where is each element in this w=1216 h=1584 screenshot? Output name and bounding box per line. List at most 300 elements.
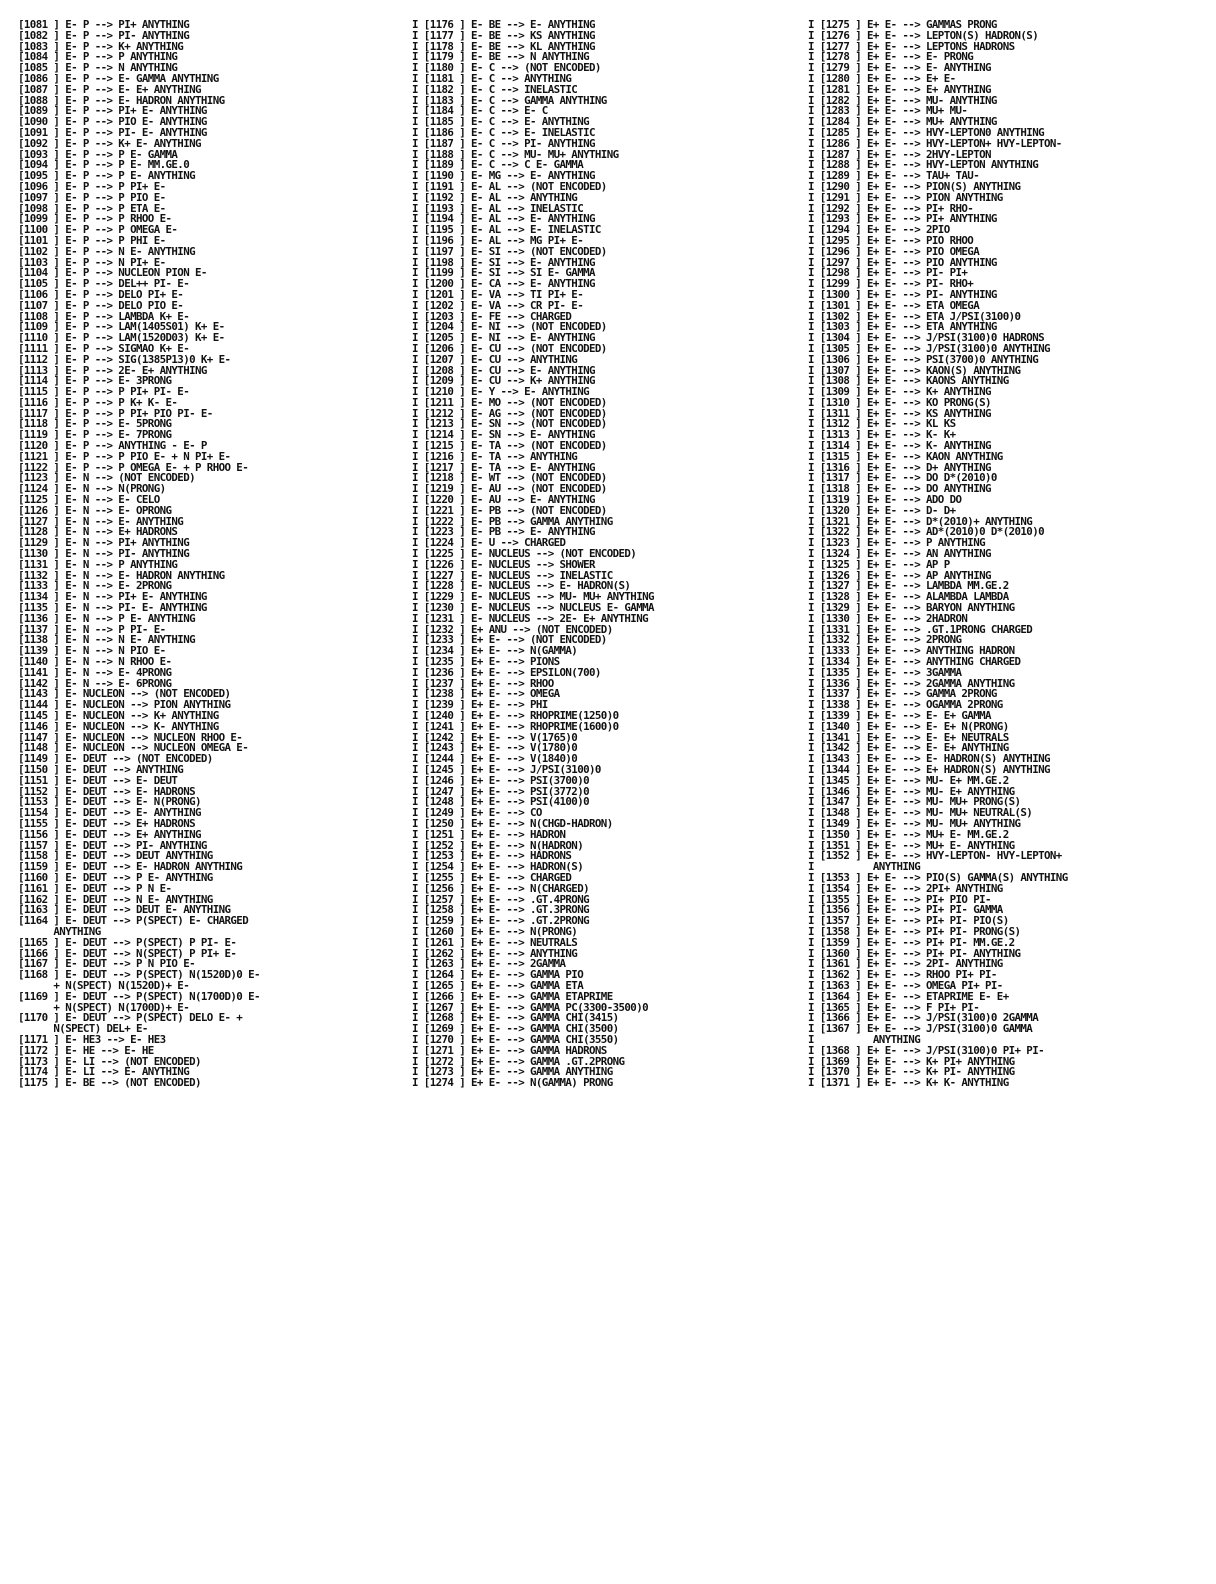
reaction-text: I [1316 ] E+ E- --> D+ ANYTHING	[808, 460, 991, 474]
reaction-text: [1105 ] E- P --> DEL++ PI- E-	[18, 277, 190, 291]
reaction-text: I [1222 ] E- PB --> GAMMA ANYTHING	[412, 514, 613, 528]
reaction-text: I [1225 ] E- NUCLEUS --> (NOT ENCODED)	[412, 547, 637, 561]
reaction-text: [1115 ] E- P --> P PI+ PI- E-	[18, 385, 190, 399]
reaction-text: [1088 ] E- P --> E- HADRON ANYTHING	[18, 93, 225, 107]
reaction-text: [1147 ] E- NUCLEON --> NUCLEON RHOO E-	[18, 730, 243, 744]
reaction-text: I [1365 ] E+ E- --> F PI+ PI-	[808, 1000, 980, 1014]
reaction-text: [1089 ] E- P --> PI+ E- ANYTHING	[18, 104, 207, 118]
reaction-text: [1128 ] E- N --> E+ HADRONS	[18, 525, 178, 539]
reaction-text: [1082 ] E- P --> PI- ANYTHING	[18, 28, 190, 42]
reaction-text: [1120 ] E- P --> ANYTHING - E- P	[18, 439, 207, 453]
reaction-text: [1081 ] E- P --> PI+ ANYTHING	[18, 18, 190, 31]
reaction-text: I [1367 ] E+ E- --> J/PSI(3100)0 GAMMA	[808, 1022, 1033, 1036]
reaction-text: [1109 ] E- P --> LAM(1405S01) K+ E-	[18, 320, 225, 334]
reaction-text: [1144 ] E- NUCLEON --> PION ANYTHING	[18, 698, 231, 712]
reaction-text: I [1311 ] E+ E- --> KS ANYTHING	[808, 406, 991, 420]
reaction-text: I [1189 ] E- C --> C E- GAMMA	[412, 158, 584, 172]
reaction-text: [1130 ] E- N --> PI- ANYTHING	[18, 547, 190, 561]
reaction-text: I [1209 ] E- CU --> K+ ANYTHING	[412, 374, 595, 388]
reaction-text: I [1220 ] E- AU --> E- ANYTHING	[412, 493, 595, 507]
reaction-text: [1172 ] E- HE --> E- HE	[18, 1043, 154, 1057]
reaction-text: I [1266 ] E+ E- --> GAMMA ETAPRIME	[412, 989, 613, 1003]
reaction-text: [1133 ] E- N --> E- 2PRONG	[18, 579, 172, 593]
reaction-text: [1173 ] E- LI --> (NOT ENCODED)	[18, 1054, 201, 1068]
reaction-text: [1085 ] E- P --> N ANYTHING	[18, 61, 178, 75]
reaction-text: I [1330 ] E+ E- --> 2HADRON	[808, 611, 968, 625]
reaction-text: I [1294 ] E+ E- --> 2PIO	[808, 223, 950, 237]
reaction-text: [1170 ] E- DEUT --> P(SPECT) DELO E- +	[18, 1011, 243, 1025]
reaction-text: I [1231 ] E- NUCLEUS --> 2E- E+ ANYTHING	[412, 611, 649, 625]
reaction-text: I [1260 ] E+ E- --> N(PRONG)	[412, 924, 578, 938]
reaction-text: I [1351 ] E+ E- --> MU+ E- ANYTHING	[808, 838, 1015, 852]
reaction-text: I [1250 ] E+ E- --> N(CHGD-HADRON)	[412, 816, 613, 830]
reaction-text: I [1244 ] E+ E- --> V(1840)0	[412, 752, 578, 766]
reaction-text: I [1344 ] E+ E- --> E+ HADRON(S) ANYTHING	[808, 762, 1050, 776]
reaction-text: [1090 ] E- P --> PIO E- ANYTHING	[18, 115, 207, 129]
reaction-text: I [1217 ] E- TA --> E- ANYTHING	[412, 460, 595, 474]
reaction-text: [1150 ] E- DEUT --> ANYTHING	[18, 762, 184, 776]
reaction-text: I [1336 ] E+ E- --> 2GAMMA ANYTHING	[808, 676, 1015, 690]
reaction-text: I [1187 ] E- C --> PI- ANYTHING	[412, 136, 595, 150]
reaction-text: [1132 ] E- N --> E- HADRON ANYTHING	[18, 568, 225, 582]
reaction-text: I [1177 ] E- BE --> KS ANYTHING	[412, 28, 595, 42]
reaction-text: [1149 ] E- DEUT --> (NOT ENCODED)	[18, 752, 213, 766]
reaction-text: I [1228 ] E- NUCLEUS --> E- HADRON(S)	[412, 579, 631, 593]
reaction-text: I [1349 ] E+ E- --> MU- MU+ ANYTHING	[808, 816, 1021, 830]
reaction-text: I [1281 ] E+ E- --> E+ ANYTHING	[808, 82, 991, 96]
reaction-text: I [1176 ] E- BE --> E- ANYTHING	[412, 18, 595, 31]
reaction-text: I [1314 ] E+ E- --> K- ANYTHING	[808, 439, 991, 453]
reaction-text: [1092 ] E- P --> K+ E- ANYTHING	[18, 136, 201, 150]
reaction-text: I [1263 ] E+ E- --> 2GAMMA	[412, 957, 566, 971]
reaction-text: I [1287 ] E+ E- --> 2HVY-LEPTON	[808, 147, 991, 161]
reaction-text: [1164 ] E- DEUT --> P(SPECT) E- CHARGED	[18, 914, 249, 928]
reaction-text: I [1295 ] E+ E- --> PIO RHOO	[808, 233, 974, 247]
reaction-text: [1159 ] E- DEUT --> E- HADRON ANYTHING	[18, 860, 243, 874]
reaction-text: I [1364 ] E+ E- --> ETAPRIME E- E+	[808, 989, 1009, 1003]
reaction-text: I [1202 ] E- VA --> CR PI- E-	[412, 298, 584, 312]
reaction-text: I [1360 ] E+ E- --> PI+ PI- ANYTHING	[808, 946, 1021, 960]
reaction-text: [1151 ] E- DEUT --> E- DEUT	[18, 773, 178, 787]
reaction-text: I [1352 ] E+ E- --> HVY-LEPTON- HVY-LEPTON+	[808, 849, 1062, 863]
reaction-text: I [1320 ] E+ E- --> D- D+	[808, 503, 956, 517]
reaction-text: I [1329 ] E+ E- --> BARYON ANYTHING	[808, 601, 1015, 615]
reaction-text: [1169 ] E- DEUT --> P(SPECT) N(1700D)0 E-	[18, 989, 260, 1003]
reaction-text: I [1359 ] E+ E- --> PI+ PI- MM.GE.2	[808, 935, 1015, 949]
reaction-text: I [1292 ] E+ E- --> PI+ RHO-	[808, 201, 974, 215]
reaction-text: [1131 ] E- N --> P ANYTHING	[18, 557, 178, 571]
reaction-text: I [1240 ] E+ E- --> RHOPRIME(1250)0	[412, 709, 619, 722]
reaction-text: [1114 ] E- P --> E- 3PRONG	[18, 374, 172, 388]
reaction-text: I [1284 ] E+ E- --> MU+ ANYTHING	[808, 115, 997, 129]
reaction-text: [1095 ] E- P --> P E- ANYTHING	[18, 169, 196, 183]
reaction-text: I [1243 ] E+ E- --> V(1780)0	[412, 741, 578, 755]
reaction-text: I [1361 ] E+ E- --> 2PI- ANYTHING	[808, 957, 1003, 971]
reaction-text: I [1230 ] E- NUCLEUS --> NUCLEUS E- GAMMA	[412, 601, 654, 615]
reaction-text: [1157 ] E- DEUT --> PI- ANYTHING	[18, 838, 207, 852]
reaction-text: [1143 ] E- NUCLEON --> (NOT ENCODED)	[18, 687, 231, 701]
reaction-text: [1096 ] E- P --> P PI+ E-	[18, 179, 166, 193]
reaction-text: I [1317 ] E+ E- --> DO D*(2010)0	[808, 471, 997, 485]
reaction-text: I [1193 ] E- AL --> INELASTIC	[412, 201, 584, 215]
reaction-text: I [1342 ] E+ E- --> E- E+ ANYTHING	[808, 741, 1009, 755]
reaction-text: I [1210 ] E- Y --> E- ANYTHING	[412, 385, 590, 399]
reaction-text: I [1216 ] E- TA --> ANYTHING	[412, 449, 578, 463]
reaction-text: [1154 ] E- DEUT --> E- ANYTHING	[18, 806, 201, 820]
reaction-text: I [1340 ] E+ E- --> E- E+ N(PRONG)	[808, 719, 1009, 733]
reaction-text: [1139 ] E- N --> N PIO E-	[18, 644, 166, 658]
reaction-text: I [1322 ] E+ E- --> AD*(2010)0 D*(2010)0	[808, 525, 1045, 539]
reaction-text: I [1328 ] E+ E- --> ALAMBDA LAMBDA	[808, 590, 1009, 604]
reaction-text: I [1197 ] E- SI --> (NOT ENCODED)	[412, 244, 607, 258]
reaction-text: I [1194 ] E- AL --> E- ANYTHING	[412, 212, 595, 226]
reaction-text: I [1286 ] E+ E- --> HVY-LEPTON+ HVY-LEPTON-	[808, 136, 1062, 150]
reaction-text: I [1345 ] E+ E- --> MU- E+ MM.GE.2	[808, 773, 1009, 787]
reaction-text: [1122 ] E- P --> P OMEGA E- + P RHOO E-	[18, 460, 249, 474]
reaction-text: I [1232 ] E+ ANU --> (NOT ENCODED)	[412, 622, 613, 636]
reaction-text: I [1299 ] E+ E- --> PI- RHO+	[808, 277, 974, 291]
reaction-text: I [1285 ] E+ E- --> HVY-LEPTON0 ANYTHING	[808, 125, 1045, 139]
reaction-text: I [1248 ] E+ E- --> PSI(4100)0	[412, 795, 590, 809]
reaction-text: I [1208 ] E- CU --> E- ANYTHING	[412, 363, 595, 377]
reaction-text: [1083 ] E- P --> K+ ANYTHING	[18, 39, 184, 53]
reaction-text: I [1302 ] E+ E- --> ETA J/PSI(3100)0	[808, 309, 1021, 323]
reaction-text: I [1300 ] E+ E- --> PI- ANYTHING	[808, 287, 997, 301]
reaction-text: I [1200 ] E- CA --> E- ANYTHING	[412, 277, 595, 291]
reaction-text: I [1283 ] E+ E- --> MU+ MU-	[808, 104, 968, 118]
reaction-text: I [1276 ] E+ E- --> LEPTON(S) HADRON(S)	[808, 28, 1039, 42]
reaction-text: [1161 ] E- DEUT --> P N E-	[18, 881, 172, 895]
reaction-text: I [1306 ] E+ E- --> PSI(3700)0 ANYTHING	[808, 352, 1039, 366]
reaction-text: I [1331 ] E+ E- --> .GT.1PRONG CHARGED	[808, 622, 1033, 636]
reaction-column-3	[808, 20, 1214, 1089]
reaction-text: I [1371 ] E+ E- --> K+ K- ANYTHING	[808, 1076, 1009, 1090]
reaction-text: I [1315 ] E+ E- --> KAON ANYTHING	[808, 449, 1003, 463]
reaction-text: I [1183 ] E- C --> GAMMA ANYTHING	[412, 93, 607, 107]
reaction-text: I [1303 ] E+ E- --> ETA ANYTHING	[808, 320, 997, 334]
reaction-text: I [1327 ] E+ E- --> LAMBDA MM.GE.2	[808, 579, 1009, 593]
reaction-text: + N(SPECT) N(1700D)+ E-	[18, 1000, 190, 1014]
reaction-text: I [1192 ] E- AL --> ANYTHING	[412, 190, 578, 204]
reaction-text: I [1226 ] E- NUCLEUS --> SHOWER	[412, 557, 595, 571]
reaction-text: I [1363 ] E+ E- --> OMEGA PI+ PI-	[808, 978, 1003, 992]
reaction-text: I [1338 ] E+ E- --> OGAMMA 2PRONG	[808, 698, 1003, 712]
reaction-text: I [1262 ] E+ E- --> ANYTHING	[412, 946, 578, 960]
reaction-text: I [1339 ] E+ E- --> E- E+ GAMMA	[808, 709, 991, 722]
reaction-text: I [1178 ] E- BE --> KL ANYTHING	[412, 39, 595, 53]
reaction-text: [1117 ] E- P --> P PI+ PIO PI- E-	[18, 406, 213, 420]
reaction-text: I [1229 ] E- NUCLEUS --> MU- MU+ ANYTHING	[412, 590, 654, 604]
reaction-text: [1166 ] E- DEUT --> N(SPECT) P PI+ E-	[18, 946, 237, 960]
reaction-text: [1123 ] E- N --> (NOT ENCODED)	[18, 471, 196, 485]
reaction-text: I [1282 ] E+ E- --> MU- ANYTHING	[808, 93, 997, 107]
reaction-text: [1174 ] E- LI --> E- ANYTHING	[18, 1065, 190, 1079]
reaction-text: I [1277 ] E+ E- --> LEPTONS HADRONS	[808, 39, 1015, 53]
reaction-text: [1171 ] E- HE3 --> E- HE3	[18, 1032, 166, 1046]
reaction-text: I [1321 ] E+ E- --> D*(2010)+ ANYTHING	[808, 514, 1033, 528]
reaction-text: I [1261 ] E+ E- --> NEUTRALS	[412, 935, 578, 949]
reaction-text: I [1188 ] E- C --> MU- MU+ ANYTHING	[412, 147, 619, 161]
reaction-text: [1111 ] E- P --> SIGMAO K+ E-	[18, 341, 190, 355]
reaction-text: [1119 ] E- P --> E- 7PRONG	[18, 428, 172, 442]
reaction-text: [1146 ] E- NUCLEON --> K- ANYTHING	[18, 719, 219, 733]
reaction-text: I [1357 ] E+ E- --> PI+ PI- PIO(S)	[808, 914, 1009, 928]
reaction-text: [1134 ] E- N --> PI+ E- ANYTHING	[18, 590, 207, 604]
reaction-text: [1094 ] E- P --> P E- MM.GE.0	[18, 158, 190, 172]
reaction-text: I [1184 ] E- C --> E- C	[412, 104, 548, 118]
reaction-text: I [1256 ] E+ E- --> N(CHARGED)	[412, 881, 590, 895]
reaction-text: I [1254 ] E+ E- --> HADRON(S)	[412, 860, 584, 874]
reaction-text: I [1181 ] E- C --> ANYTHING	[412, 71, 572, 85]
reaction-text: I [1270 ] E+ E- --> GAMMA CHI(3550)	[412, 1032, 619, 1046]
reaction-text: [1126 ] E- N --> E- OPRONG	[18, 503, 172, 517]
reaction-text: I [1179 ] E- BE --> N ANYTHING	[412, 50, 590, 64]
reaction-text: I [1293 ] E+ E- --> PI+ ANYTHING	[808, 212, 997, 226]
reaction-text: I [1259 ] E+ E- --> .GT.2PRONG	[412, 914, 590, 928]
reaction-text: I [1207 ] E- CU --> ANYTHING	[412, 352, 578, 366]
reaction-text: [1110 ] E- P --> LAM(1520D03) K+ E-	[18, 331, 225, 345]
reaction-text: [1138 ] E- N --> N E- ANYTHING	[18, 633, 196, 647]
reaction-text: [1145 ] E- NUCLEON --> K+ ANYTHING	[18, 709, 219, 722]
reaction-text: I [1242 ] E+ E- --> V(1765)0	[412, 730, 578, 744]
reaction-text: I [1356 ] E+ E- --> PI+ PI- GAMMA	[808, 903, 1003, 917]
reaction-text: I [1307 ] E+ E- --> KAON(S) ANYTHING	[808, 363, 1021, 377]
reaction-text: [1116 ] E- P --> P K+ K- E-	[18, 395, 178, 409]
reaction-text: I [1273 ] E+ E- --> GAMMA ANYTHING	[412, 1065, 613, 1079]
reaction-text: I [1343 ] E+ E- --> E- HADRON(S) ANYTHING	[808, 752, 1050, 766]
reaction-text: I [1369 ] E+ E- --> K+ PI+ ANYTHING	[808, 1054, 1015, 1068]
reaction-text: I [1264 ] E+ E- --> GAMMA PIO	[412, 968, 584, 982]
reaction-text: I [1354 ] E+ E- --> 2PI+ ANYTHING	[808, 881, 1003, 895]
reaction-text: I [1274 ] E+ E- --> N(GAMMA) PRONG	[412, 1076, 613, 1090]
reaction-text: I [1237 ] E+ E- --> RHOO	[412, 676, 554, 690]
reaction-text: I [1280 ] E+ E- --> E+ E-	[808, 71, 956, 85]
reaction-text: I [1319 ] E+ E- --> ADO DO	[808, 493, 962, 507]
reaction-text: [1141 ] E- N --> E- 4PRONG	[18, 665, 172, 679]
reaction-text: I [1191 ] E- AL --> (NOT ENCODED)	[412, 179, 607, 193]
reaction-text: I ANYTHING	[808, 1032, 921, 1046]
reaction-text: I [1323 ] E+ E- --> P ANYTHING	[808, 536, 986, 550]
reaction-text: [1086 ] E- P --> E- GAMMA ANYTHING	[18, 71, 219, 85]
reaction-text: [1127 ] E- N --> E- ANYTHING	[18, 514, 184, 528]
reaction-text: I [1247 ] E+ E- --> PSI(3772)0	[412, 784, 590, 798]
reaction-text: [1129 ] E- N --> PI+ ANYTHING	[18, 536, 190, 550]
reaction-text: I [1257 ] E+ E- --> .GT.4PRONG	[412, 892, 590, 906]
reaction-text: I [1235 ] E+ E- --> PIONS	[412, 655, 560, 669]
reaction-text: I [1205 ] E- NI --> E- ANYTHING	[412, 331, 595, 345]
reaction-text: [1101 ] E- P --> P PHI E-	[18, 233, 166, 247]
reaction-column-1	[18, 20, 408, 1089]
reaction-text: I [1305 ] E+ E- --> J/PSI(3100)0 ANYTHING	[808, 341, 1050, 355]
reaction-text: I [1291 ] E+ E- --> PION ANYTHING	[808, 190, 1003, 204]
reaction-text: [1163 ] E- DEUT --> DEUT E- ANYTHING	[18, 903, 231, 917]
reaction-text: I [1239 ] E+ E- --> PHI	[412, 698, 548, 712]
reaction-text: [1098 ] E- P --> P ETA E-	[18, 201, 166, 215]
reaction-text: I [1238 ] E+ E- --> OMEGA	[412, 687, 560, 701]
reaction-text: I [1258 ] E+ E- --> .GT.3PRONG	[412, 903, 590, 917]
reaction-text: I [1313 ] E+ E- --> K- K+	[808, 428, 956, 442]
reaction-text: I [1325 ] E+ E- --> AP P	[808, 557, 950, 571]
reaction-text: [1107 ] E- P --> DELO PIO E-	[18, 298, 184, 312]
reaction-text: I [1251 ] E+ E- --> HADRON	[412, 827, 566, 841]
reaction-text: I [1279 ] E+ E- --> E- ANYTHING	[808, 61, 991, 75]
reaction-text: [1100 ] E- P --> P OMEGA E-	[18, 223, 178, 237]
reaction-text: [1087 ] E- P --> E- E+ ANYTHING	[18, 82, 201, 96]
reaction-text: I [1324 ] E+ E- --> AN ANYTHING	[808, 547, 991, 561]
reaction-text: [1148 ] E- NUCLEON --> NUCLEON OMEGA E-	[18, 741, 249, 755]
reaction-text: I [1255 ] E+ E- --> CHARGED	[412, 870, 572, 884]
reaction-text: I [1310 ] E+ E- --> KO PRONG(S)	[808, 395, 991, 409]
reaction-text: [1160 ] E- DEUT --> P E- ANYTHING	[18, 870, 213, 884]
reaction-text: I [1186 ] E- C --> E- INELASTIC	[412, 125, 595, 139]
reaction-text: I [1204 ] E- NI --> (NOT ENCODED)	[412, 320, 607, 334]
reaction-text: I [1190 ] E- MG --> E- ANYTHING	[412, 169, 595, 183]
reaction-text: [1168 ] E- DEUT --> P(SPECT) N(1520D)0 E-	[18, 968, 260, 982]
reaction-text: [1142 ] E- N --> E- 6PRONG	[18, 676, 172, 690]
reaction-text: I [1211 ] E- MO --> (NOT ENCODED)	[412, 395, 607, 409]
reaction-text: [1175 ] E- BE --> (NOT ENCODED)	[18, 1076, 201, 1090]
reaction-text: I [1297 ] E+ E- --> PIO ANYTHING	[808, 255, 997, 269]
reaction-text: I [1180 ] E- C --> (NOT ENCODED)	[412, 61, 601, 75]
reaction-text: [1140 ] E- N --> N RHOO E-	[18, 655, 172, 669]
reaction-text: [1121 ] E- P --> P PIO E- + N PI+ E-	[18, 449, 231, 463]
reaction-text: I [1236 ] E+ E- --> EPSILON(700)	[412, 665, 601, 679]
reaction-text: I [1335 ] E+ E- --> 3GAMMA	[808, 665, 962, 679]
reaction-text: [1153 ] E- DEUT --> E- N(PRONG)	[18, 795, 201, 809]
reaction-text: [1162 ] E- DEUT --> N E- ANYTHING	[18, 892, 213, 906]
reaction-text: I [1196 ] E- AL --> MG PI+ E-	[412, 233, 584, 247]
reaction-text: I [1289 ] E+ E- --> TAU+ TAU-	[808, 169, 980, 183]
reaction-text: I [1332 ] E+ E- --> 2PRONG	[808, 633, 962, 647]
reaction-text: I [1326 ] E+ E- --> AP ANYTHING	[808, 568, 991, 582]
reaction-text: I [1218 ] E- WT --> (NOT ENCODED)	[412, 471, 607, 485]
reaction-text: I [1268 ] E+ E- --> GAMMA CHI(3415)	[412, 1011, 619, 1025]
reaction-text: [1103 ] E- P --> N PI+ E-	[18, 255, 166, 269]
reaction-text: [1137 ] E- N --> P PI- E-	[18, 622, 166, 636]
reaction-text: I [1224 ] E- U --> CHARGED	[412, 536, 566, 550]
reaction-text: I [1253 ] E+ E- --> HADRONS	[412, 849, 572, 863]
reaction-text: [1112 ] E- P --> SIG(1385P13)0 K+ E-	[18, 352, 231, 366]
reaction-text: I [1203 ] E- FE --> CHARGED	[412, 309, 572, 323]
reaction-text: I [1223 ] E- PB --> E- ANYTHING	[412, 525, 595, 539]
reaction-text: I [1245 ] E+ E- --> J/PSI(3100)0	[412, 762, 601, 776]
reaction-text: I [1341 ] E+ E- --> E- E+ NEUTRALS	[808, 730, 1009, 744]
reaction-text: I [1366 ] E+ E- --> J/PSI(3100)0 2GAMMA	[808, 1011, 1039, 1025]
reaction-text: I [1358 ] E+ E- --> PI+ PI- PRONG(S)	[808, 924, 1021, 938]
reaction-line	[412, 1078, 804, 1089]
reaction-text: + N(SPECT) N(1520D)+ E-	[18, 978, 190, 992]
reaction-line	[18, 1078, 408, 1089]
reaction-text: [1108 ] E- P --> LAMBDA K+ E-	[18, 309, 190, 323]
reaction-text: I [1219 ] E- AU --> (NOT ENCODED)	[412, 482, 607, 496]
reaction-text: [1097 ] E- P --> P PIO E-	[18, 190, 166, 204]
reaction-text: I [1346 ] E+ E- --> MU- E+ ANYTHING	[808, 784, 1015, 798]
reaction-text: I [1355 ] E+ E- --> PI+ PIO PI-	[808, 892, 991, 906]
reaction-text: I [1318 ] E+ E- --> DO ANYTHING	[808, 482, 991, 496]
reaction-text: I [1334 ] E+ E- --> ANYTHING CHARGED	[808, 655, 1021, 669]
reaction-text: I [1198 ] E- SI --> E- ANYTHING	[412, 255, 595, 269]
reaction-text: I [1337 ] E+ E- --> GAMMA 2PRONG	[808, 687, 997, 701]
reaction-text: I [1298 ] E+ E- --> PI- PI+	[808, 266, 968, 280]
reaction-text: I [1233 ] E+ E- --> (NOT ENCODED)	[412, 633, 607, 647]
reaction-text: I [1312 ] E+ E- --> KL KS	[808, 417, 956, 431]
reaction-text: [1155 ] E- DEUT --> E+ HADRONS	[18, 816, 196, 830]
reaction-text: I [1215 ] E- TA --> (NOT ENCODED)	[412, 439, 607, 453]
reaction-text: I [1241 ] E+ E- --> RHOPRIME(1600)0	[412, 719, 619, 733]
reaction-text: I [1213 ] E- SN --> (NOT ENCODED)	[412, 417, 607, 431]
reaction-text: I [1199 ] E- SI --> SI E- GAMMA	[412, 266, 595, 280]
reaction-text: I [1271 ] E+ E- --> GAMMA HADRONS	[412, 1043, 607, 1057]
reaction-text: I [1234 ] E+ E- --> N(GAMMA)	[412, 644, 578, 658]
reaction-text: [1113 ] E- P --> 2E- E+ ANYTHING	[18, 363, 207, 377]
reaction-text: I [1290 ] E+ E- --> PION(S) ANYTHING	[808, 179, 1021, 193]
reaction-text: I [1288 ] E+ E- --> HVY-LEPTON ANYTHING	[808, 158, 1039, 172]
reaction-text: [1118 ] E- P --> E- 5PRONG	[18, 417, 172, 431]
reaction-text: I [1206 ] E- CU --> (NOT ENCODED)	[412, 341, 607, 355]
reaction-text: [1135 ] E- N --> PI- E- ANYTHING	[18, 601, 207, 615]
reaction-text: I [1350 ] E+ E- --> MU+ E- MM.GE.2	[808, 827, 1009, 841]
reaction-text: I [1249 ] E+ E- --> CO	[412, 806, 542, 820]
reaction-text: I [1368 ] E+ E- --> J/PSI(3100)0 PI+ PI-	[808, 1043, 1045, 1057]
reaction-text: [1124 ] E- N --> N(PRONG)	[18, 482, 166, 496]
reaction-column-2	[412, 20, 804, 1089]
reaction-text: I [1195 ] E- AL --> E- INELASTIC	[412, 223, 601, 237]
reaction-text: I ANYTHING	[808, 860, 921, 874]
reaction-text: [1091 ] E- P --> PI- E- ANYTHING	[18, 125, 207, 139]
reaction-text: I [1252 ] E+ E- --> N(HADRON)	[412, 838, 584, 852]
reaction-text: [1084 ] E- P --> P ANYTHING	[18, 50, 178, 64]
reaction-text: ANYTHING	[18, 924, 101, 938]
reaction-text: I [1333 ] E+ E- --> ANYTHING HADRON	[808, 644, 1015, 658]
reaction-text: I [1246 ] E+ E- --> PSI(3700)0	[412, 773, 590, 787]
reaction-text: I [1370 ] E+ E- --> K+ PI- ANYTHING	[808, 1065, 1015, 1079]
reaction-text: I [1227 ] E- NUCLEUS --> INELASTIC	[412, 568, 613, 582]
reaction-text: I [1308 ] E+ E- --> KAONS ANYTHING	[808, 374, 1009, 388]
reaction-text: I [1304 ] E+ E- --> J/PSI(3100)0 HADRONS	[808, 331, 1045, 345]
reaction-text: I [1214 ] E- SN --> E- ANYTHING	[412, 428, 595, 442]
reaction-text: [1167 ] E- DEUT --> P N PIO E-	[18, 957, 196, 971]
reaction-text: [1165 ] E- DEUT --> P(SPECT) P PI- E-	[18, 935, 237, 949]
reaction-text: I [1182 ] E- C --> INELASTIC	[412, 82, 578, 96]
reaction-text: [1158 ] E- DEUT --> DEUT ANYTHING	[18, 849, 213, 863]
reaction-text: I [1212 ] E- AG --> (NOT ENCODED)	[412, 406, 607, 420]
reaction-text: I [1348 ] E+ E- --> MU- MU+ NEUTRAL(S)	[808, 806, 1033, 820]
reaction-text: [1099 ] E- P --> P RHOO E-	[18, 212, 172, 226]
reaction-text: I [1265 ] E+ E- --> GAMMA ETA	[412, 978, 584, 992]
reaction-text: [1106 ] E- P --> DELO PI+ E-	[18, 287, 184, 301]
reaction-text: I [1269 ] E+ E- --> GAMMA CHI(3500)	[412, 1022, 619, 1036]
reaction-text: I [1353 ] E+ E- --> PIO(S) GAMMA(S) ANYTHING	[808, 870, 1068, 884]
reaction-text: I [1185 ] E- C --> E- ANYTHING	[412, 115, 590, 129]
reaction-text: I [1347 ] E+ E- --> MU- MU+ PRONG(S)	[808, 795, 1021, 809]
reaction-text: [1125 ] E- N --> E- CELO	[18, 493, 160, 507]
reaction-text: I [1221 ] E- PB --> (NOT ENCODED)	[412, 503, 607, 517]
reaction-text: [1102 ] E- P --> N E- ANYTHING	[18, 244, 196, 258]
reaction-text: I [1296 ] E+ E- --> PIO OMEGA	[808, 244, 980, 258]
reaction-text: N(SPECT) DEL+ E-	[18, 1022, 148, 1036]
reaction-text: I [1275 ] E+ E- --> GAMMAS PRONG	[808, 18, 997, 31]
reaction-text: [1136 ] E- N --> P E- ANYTHING	[18, 611, 196, 625]
reaction-text: I [1267 ] E+ E- --> GAMMA PC(3300-3500)0	[412, 1000, 649, 1014]
reaction-text: I [1301 ] E+ E- --> ETA OMEGA	[808, 298, 980, 312]
reaction-line	[808, 1078, 1214, 1089]
reaction-text: [1104 ] E- P --> NUCLEON PION E-	[18, 266, 207, 280]
reaction-text: I [1309 ] E+ E- --> K+ ANYTHING	[808, 385, 991, 399]
reaction-text: I [1201 ] E- VA --> TI PI+ E-	[412, 287, 584, 301]
reaction-text: [1152 ] E- DEUT --> E- HADRONS	[18, 784, 196, 798]
reaction-text: [1156 ] E- DEUT --> E+ ANYTHING	[18, 827, 201, 841]
reaction-text: I [1278 ] E+ E- --> E- PRONG	[808, 50, 974, 64]
